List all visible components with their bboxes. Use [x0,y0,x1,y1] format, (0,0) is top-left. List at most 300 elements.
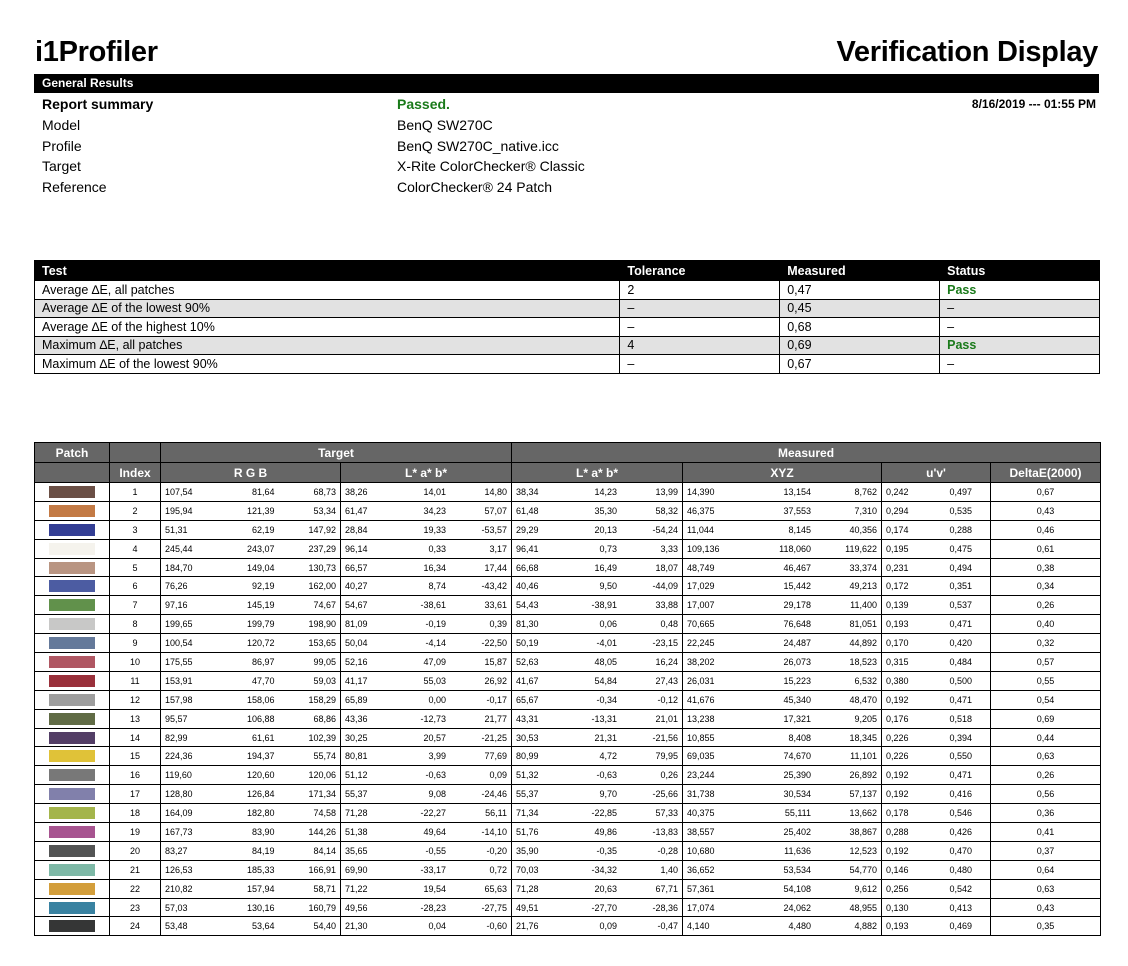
measured-uv-value: 0,500 [949,675,973,686]
test-results-table [34,260,1100,374]
target-rgb-value: 160,79 [308,902,336,913]
target-lab-cell [341,879,512,898]
measured-xyz-value: 18,523 [849,656,878,667]
patch-index: 12 [110,690,161,709]
measured-lab-value: 35,90 [516,845,539,856]
target-rgb-value: 166,91 [308,864,336,875]
measured-xyz-value: 13,238 [687,713,715,724]
measured-lab-value: 41,67 [516,675,539,686]
target-lab-cell [341,520,512,539]
target-lab-value: 0,72 [489,864,507,875]
measured-uv-value: 0,413 [949,902,973,913]
target-rgb [165,563,336,573]
measured-uv-value: 0,416 [949,789,973,800]
measured-xyz [687,657,877,667]
measured-lab-value: 18,07 [655,562,679,573]
target-lab-value: 81,09 [345,619,368,630]
color-swatch [49,826,95,838]
target-lab [345,903,507,913]
target-rgb-cell [161,539,341,558]
target-lab [345,770,507,780]
measured-uv-value: 0,315 [886,656,909,667]
measured-xyz [687,581,877,591]
target-rgb-value: 55,74 [313,751,336,762]
measured-lab-value: 1,40 [660,864,679,875]
app-title: i1Profiler [35,36,158,68]
swatch-cell [35,615,110,634]
sub-header-rgb: R G B [161,463,341,483]
target-rgb-cell [161,917,341,936]
target-rgb-value: 145,19 [246,600,275,611]
target-rgb-value: 224,36 [165,751,193,762]
measured-uv [886,733,986,743]
measured-xyz [687,733,877,743]
measured-xyz-value: 7,310 [854,505,878,516]
measured-lab-cell [512,690,683,709]
measured-uv-value: 0,176 [886,713,909,724]
measured-uv [886,770,986,780]
delta-e-cell: 0,64 [991,860,1101,879]
target-rgb [165,827,336,837]
target-lab-cell [341,690,512,709]
target-lab-value: 33,61 [484,600,507,611]
patch-row [35,483,1101,502]
target-lab-cell [341,766,512,785]
test-name-cell: Average ∆E, all patches [35,281,620,300]
measured-lab-value: -23,15 [652,638,679,649]
swatch-cell [35,501,110,520]
measured-xyz-value: 26,031 [687,675,715,686]
test-status-cell: Pass [940,281,1100,300]
measured-uv [886,563,986,573]
measured-xyz-value: 24,062 [783,902,812,913]
patch-index: 6 [110,577,161,596]
patch-index: 5 [110,558,161,577]
measured-uv [886,903,986,913]
measured-xyz-value: 12,523 [849,845,878,856]
measured-lab-value: -13,31 [591,713,618,724]
target-rgb-value: 62,19 [251,524,275,535]
test-name-cell: Average ∆E of the highest 10% [35,318,620,337]
measured-lab-cell [512,709,683,728]
measured-uv-cell [882,898,991,917]
measured-uv-cell [882,823,991,842]
measured-lab-cell [512,653,683,672]
measured-lab-value: 80,99 [516,751,539,762]
patch-index: 10 [110,653,161,672]
target-rgb [165,884,336,894]
delta-e-cell: 0,40 [991,615,1101,634]
swatch-cell [35,766,110,785]
measured-xyz [687,865,877,875]
target-lab-value: 21,77 [484,713,507,724]
test-row [35,355,1100,374]
target-lab-value: 3,99 [428,751,446,762]
measured-xyz-value: 17,007 [687,600,715,611]
swatch-cell [35,577,110,596]
measured-lab [516,506,678,516]
measured-lab [516,903,678,913]
target-rgb-value: 182,80 [246,808,275,819]
measured-xyz-value: 23,244 [687,770,715,781]
patch-row [35,879,1101,898]
measured-uv [886,751,986,761]
measured-uv-value: 0,426 [949,826,973,837]
target-lab-value: 38,26 [345,486,368,497]
measured-uv-value: 0,470 [949,845,973,856]
test-measured-cell: 0,69 [780,336,940,355]
target-rgb-value: 86,97 [251,656,275,667]
swatch-cell [35,785,110,804]
target-rgb-value: 81,64 [251,486,275,497]
measured-uv-cell [882,634,991,653]
target-rgb-value: 121,39 [246,505,275,516]
measured-uv-cell [882,917,991,936]
measured-xyz-value: 11,101 [850,751,878,762]
measured-uv-value: 0,497 [949,486,973,497]
target-lab [345,544,507,554]
target-rgb [165,714,336,724]
target-rgb-cell [161,671,341,690]
target-lab [345,600,507,610]
target-lab-value: -38,61 [420,600,446,611]
measured-lab-value: 38,34 [516,486,539,497]
test-row [35,281,1100,300]
measured-xyz-value: 48,955 [849,902,878,913]
target-rgb-value: 68,86 [313,713,336,724]
measured-lab [516,544,678,554]
test-tolerance-cell: – [620,318,780,337]
measured-uv-value: 0,518 [949,713,973,724]
target-lab-value: 65,89 [345,694,368,705]
target-rgb-value: 153,65 [308,638,336,649]
target-lab-value: -27,75 [481,902,507,913]
color-swatch [49,486,95,498]
header-tolerance: Tolerance [620,261,780,281]
target-rgb [165,619,336,629]
measured-lab-value: 9,70 [599,789,618,800]
measured-xyz [687,770,877,780]
measured-xyz [687,695,877,705]
target-lab [345,657,507,667]
color-swatch [49,807,95,819]
target-lab-value: 8,74 [428,581,446,592]
measured-uv-value: 0,475 [949,543,973,554]
target-lab [345,827,507,837]
target-rgb-value: 157,94 [246,883,275,894]
measured-uv [886,827,986,837]
measured-xyz-value: 9,205 [854,713,878,724]
measured-uv [886,921,986,931]
target-rgb-cell [161,558,341,577]
color-swatch [49,769,95,781]
patch-row [35,709,1101,728]
sub-header-uv: u'v' [882,463,991,483]
patch-row [35,520,1101,539]
measured-lab-cell [512,898,683,917]
target-rgb-value: 83,27 [165,845,188,856]
test-tolerance-cell: – [620,355,780,374]
measured-xyz-cell [683,747,882,766]
target-lab-cell [341,804,512,823]
measured-uv-value: 0,242 [886,486,909,497]
color-swatch [49,694,95,706]
target-lab-value: 15,87 [484,656,507,667]
measured-lab-value: -38,91 [591,600,618,611]
test-measured-cell: 0,47 [780,281,940,300]
target-rgb [165,770,336,780]
measured-uv-value: 0,351 [949,581,973,592]
patch-row [35,558,1101,577]
measured-lab-value: 79,95 [655,751,679,762]
target-rgb-value: 120,60 [246,770,275,781]
target-lab-cell [341,671,512,690]
target-rgb-cell [161,483,341,502]
target-lab [345,846,507,856]
target-rgb-value: 120,06 [308,770,336,781]
target-lab-value: 20,57 [423,732,446,743]
patch-row [35,804,1101,823]
measured-lab [516,714,678,724]
report-timestamp: 8/16/2019 --- 01:55 PM [971,97,1096,111]
measured-uv-value: 0,469 [949,921,973,932]
color-swatch [49,562,95,574]
sub-header-index: Index [110,463,161,483]
target-lab-value: 71,22 [345,883,368,894]
test-tolerance-cell: 4 [620,336,780,355]
measured-xyz-value: 53,534 [783,864,812,875]
measured-uv-value: 0,494 [949,562,973,573]
target-lab-value: 14,01 [423,486,446,497]
measured-xyz-value: 6,532 [854,675,878,686]
measured-xyz [687,619,877,629]
measured-lab [516,619,678,629]
summary-value-profile: BenQ SW270C_native.icc [397,138,559,154]
measured-uv [886,884,986,894]
measured-xyz-value: 36,652 [687,864,715,875]
summary-value-model: BenQ SW270C [397,117,493,133]
target-lab-value: 17,44 [484,562,507,573]
test-name-cell: Maximum ∆E of the lowest 90% [35,355,620,374]
measured-lab-value: 40,46 [516,581,539,592]
summary-value-reference: ColorChecker® 24 Patch [397,179,553,195]
target-rgb-cell [161,520,341,539]
target-rgb [165,808,336,818]
test-tolerance-cell: – [620,299,780,318]
measured-lab-value: 51,32 [516,770,539,781]
measured-xyz-value: 26,073 [783,656,812,667]
target-rgb-value: 99,05 [313,656,336,667]
target-rgb-cell [161,501,341,520]
measured-xyz-value: 15,442 [783,581,812,592]
measured-lab [516,525,678,535]
measured-lab-value: 21,31 [594,732,618,743]
measured-xyz-value: 57,137 [849,789,878,800]
color-swatch [49,732,95,744]
target-rgb-value: 120,72 [246,638,275,649]
target-rgb-cell [161,653,341,672]
target-rgb [165,846,336,856]
swatch-cell [35,917,110,936]
target-rgb-value: 51,31 [165,524,188,535]
test-name-cell: Average ∆E of the lowest 90% [35,299,620,318]
test-row [35,336,1100,355]
target-lab-value: 49,56 [345,902,368,913]
target-lab [345,808,507,818]
measured-uv-cell [882,766,991,785]
measured-xyz-value: 10,680 [687,845,715,856]
target-rgb-value: 199,79 [246,619,275,630]
measured-lab-value: 43,31 [516,713,539,724]
target-rgb-value: 164,09 [165,808,193,819]
patch-row [35,653,1101,672]
target-rgb [165,525,336,535]
target-rgb [165,865,336,875]
measured-xyz-cell [683,917,882,936]
measured-uv [886,789,986,799]
measured-xyz-value: 37,553 [783,505,812,516]
measured-lab-value: 27,43 [655,675,679,686]
measured-xyz-value: 18,345 [849,732,878,743]
measured-xyz-value: 26,892 [849,770,878,781]
measured-xyz-value: 69,035 [687,751,715,762]
target-lab-value: -14,10 [481,826,507,837]
measured-xyz-cell [683,577,882,596]
target-lab-value: -53,57 [481,524,507,535]
measured-lab-value: 13,99 [655,486,679,497]
measured-uv-value: 0,535 [949,505,973,516]
swatch-cell [35,558,110,577]
summary-label-reference: Reference [42,179,107,195]
measured-xyz-value: 54,108 [783,883,812,894]
delta-e-cell: 0,44 [991,728,1101,747]
delta-e-cell: 0,26 [991,766,1101,785]
measured-lab-value: 70,03 [516,864,539,875]
group-header-measured: Measured [512,443,1101,463]
measured-uv [886,808,986,818]
measured-lab-cell [512,785,683,804]
target-rgb-value: 130,16 [246,902,275,913]
target-lab [345,884,507,894]
patch-row [35,634,1101,653]
measured-lab-value: 54,84 [594,675,618,686]
measured-xyz [687,525,877,535]
delta-e-cell: 0,38 [991,558,1101,577]
test-measured-cell: 0,67 [780,355,940,374]
measured-xyz-value: 70,665 [687,619,715,630]
summary-label-profile: Profile [42,138,82,154]
measured-uv-cell [882,558,991,577]
measured-xyz-value: 46,375 [687,505,715,516]
color-swatch [49,675,95,687]
target-lab-value: 43,36 [345,713,368,724]
color-swatch [49,845,95,857]
target-rgb-value: 106,88 [246,713,275,724]
measured-lab-value: -0,63 [596,770,618,781]
color-swatch [49,580,95,592]
measured-uv-value: 0,471 [949,694,973,705]
target-lab-value: 50,04 [345,638,368,649]
measured-xyz-value: 76,648 [783,619,812,630]
target-rgb-value: 47,70 [251,675,275,686]
measured-xyz-cell [683,653,882,672]
target-lab-cell [341,898,512,917]
delta-e-cell: 0,67 [991,483,1101,502]
target-lab-value: -0,55 [425,845,446,856]
target-rgb [165,903,336,913]
measured-lab-value: 61,48 [516,505,539,516]
target-lab-value: 69,90 [345,864,368,875]
sub-header-measured-lab: L* a* b* [512,463,683,483]
target-rgb-value: 237,29 [308,543,336,554]
color-swatch [49,864,95,876]
target-rgb-value: 59,03 [313,675,336,686]
sub-header-swatch [35,463,110,483]
swatch-cell [35,879,110,898]
target-rgb-value: 84,19 [251,845,275,856]
patch-index: 16 [110,766,161,785]
measured-uv-value: 0,170 [886,638,909,649]
patch-row [35,766,1101,785]
delta-e-cell: 0,46 [991,520,1101,539]
measured-uv-cell [882,785,991,804]
target-rgb-value: 158,06 [246,694,275,705]
measured-uv-value: 0,471 [949,770,973,781]
target-lab-cell [341,917,512,936]
measured-uv-cell [882,653,991,672]
test-status-cell: Pass [940,336,1100,355]
target-lab-value: 14,80 [484,486,507,497]
measured-uv [886,544,986,554]
measured-uv-value: 0,226 [886,751,909,762]
measured-uv-value: 0,380 [886,675,909,686]
measured-lab-value: -25,66 [652,789,679,800]
target-rgb-value: 100,54 [165,638,193,649]
measured-xyz-value: 4,480 [788,921,812,932]
measured-lab-value: 96,41 [516,543,539,554]
measured-xyz-value: 9,612 [854,883,878,894]
target-lab-value: 16,34 [423,562,446,573]
measured-uv-value: 0,542 [949,883,973,894]
measured-lab [516,695,678,705]
target-lab-value: 40,27 [345,581,368,592]
measured-uv-value: 0,178 [886,808,909,819]
color-swatch [49,618,95,630]
measured-lab-value: -34,32 [591,864,618,875]
target-rgb-value: 53,34 [313,505,336,516]
target-rgb-value: 53,48 [165,921,188,932]
measured-lab-cell [512,520,683,539]
measured-lab-cell [512,539,683,558]
measured-lab-value: 16,24 [655,656,679,667]
target-rgb-value: 54,40 [313,921,336,932]
target-rgb-value: 199,65 [165,619,193,630]
measured-lab-value: -0,28 [657,845,679,856]
measured-xyz-value: 17,029 [687,581,715,592]
measured-uv-cell [882,615,991,634]
measured-lab [516,846,678,856]
patch-row [35,785,1101,804]
measured-uv-value: 0,226 [886,732,909,743]
delta-e-cell: 0,36 [991,804,1101,823]
target-rgb-value: 97,16 [165,600,188,611]
measured-xyz-cell [683,709,882,728]
target-lab-value: 51,38 [345,826,368,837]
target-rgb-cell [161,785,341,804]
target-rgb-cell [161,577,341,596]
target-rgb [165,506,336,516]
target-lab-value: -28,23 [420,902,446,913]
